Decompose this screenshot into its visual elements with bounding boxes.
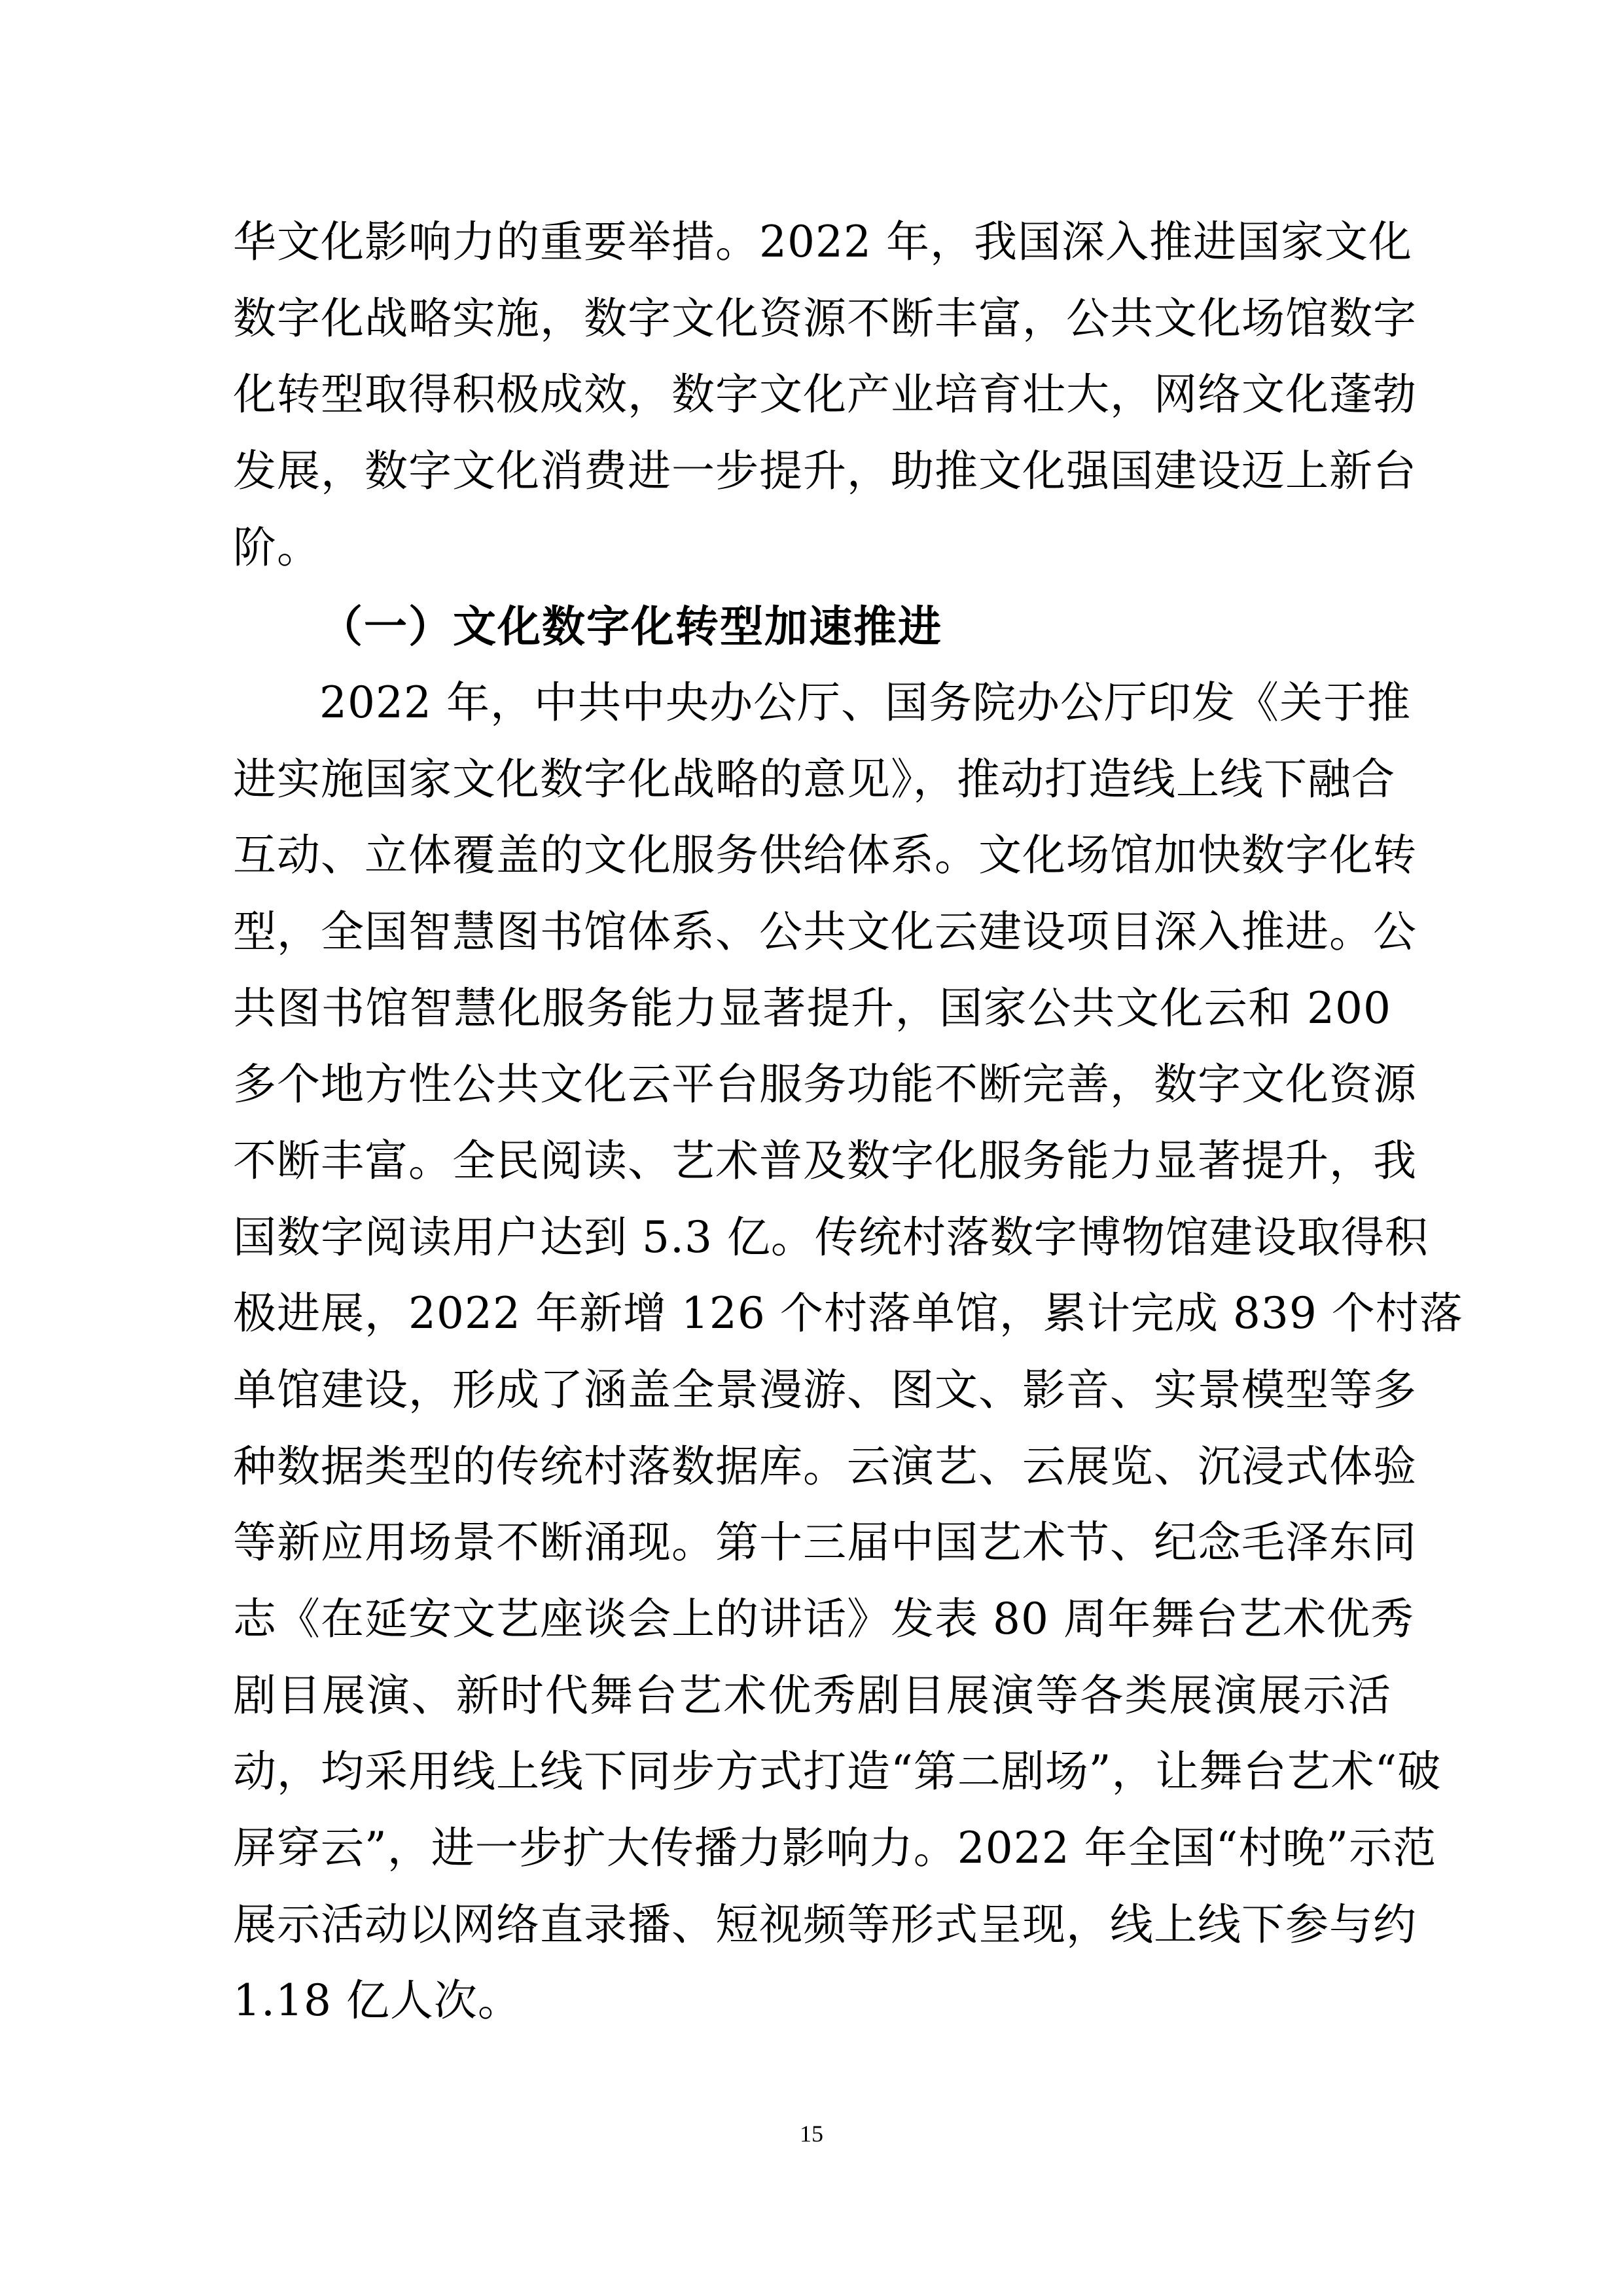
text-line: 动，均采用线上线下同步方式打造“第二剧场”，让舞台艺术“破 — [233, 1746, 1442, 1797]
page-number: 15 — [800, 2121, 823, 2147]
text-line: 志《在延安文艺座谈会上的讲话》发表 80 周年舞台艺术优秀 — [233, 1594, 1414, 1644]
text-line: 发展，数字文化消费进一步提升，助推文化强国建设迈上新台 — [233, 446, 1417, 496]
text-line: 阶。 — [233, 522, 321, 573]
text-line: 剧目展演、新时代舞台艺术优秀剧目展演等各类展演展示活 — [233, 1670, 1391, 1721]
text-line: 等新应用场景不断涌现。第十三届中国艺术节、纪念毛泽东同 — [233, 1517, 1417, 1568]
text-line: 屏穿云”，进一步扩大传播力影响力。2022 年全国“村晚”示范 — [233, 1823, 1437, 1873]
text-line: 1.18 亿人次。 — [233, 1975, 522, 2026]
text-line: 种数据类型的传统村落数据库。云演艺、云展览、沉浸式体验 — [233, 1441, 1417, 1492]
text-line: 多个地方性公共文化云平台服务功能不断完善，数字文化资源 — [233, 1059, 1417, 1109]
text-line: 进实施国家文化数字化战略的意见》，推动打造线上线下融合 — [233, 754, 1395, 804]
text-line: 化转型取得积极成效，数字文化产业培育壮大，网络文化蓬勃 — [233, 369, 1417, 420]
text-line: 2022 年，中共中央办公厅、国务院办公厅印发《关于推 — [319, 677, 1411, 728]
text-line: 国数字阅读用户达到 5.3 亿。传统村落数字博物馆建设取得积 — [233, 1212, 1429, 1263]
section-heading: （一）文化数字化转型加速推进 — [319, 601, 942, 652]
text-line: 展示活动以网络直录播、短视频等形式呈现，线上线下参与约 — [233, 1899, 1417, 1950]
text-line: 华文化影响力的重要举措。2022 年，我国深入推进国家文化 — [233, 217, 1412, 267]
text-line: 单馆建设，形成了涵盖全景漫游、图文、影音、实景模型等多 — [233, 1365, 1417, 1415]
text-line: 极进展，2022 年新增 126 个村落单馆，累计完成 839 个村落 — [233, 1288, 1463, 1338]
text-line: 不断丰富。全民阅读、艺术普及数字化服务能力显著提升，我 — [233, 1136, 1417, 1186]
text-line: 型，全国智慧图书馆体系、公共文化云建设项目深入推进。公 — [233, 906, 1417, 957]
text-line: 数字化战略实施，数字文化资源不断丰富，公共文化场馆数字 — [233, 293, 1417, 344]
text-line: 共图书馆智慧化服务能力显著提升，国家公共文化云和 200 — [233, 983, 1391, 1033]
text-line: 互动、立体覆盖的文化服务供给体系。文化场馆加快数字化转 — [233, 830, 1417, 880]
